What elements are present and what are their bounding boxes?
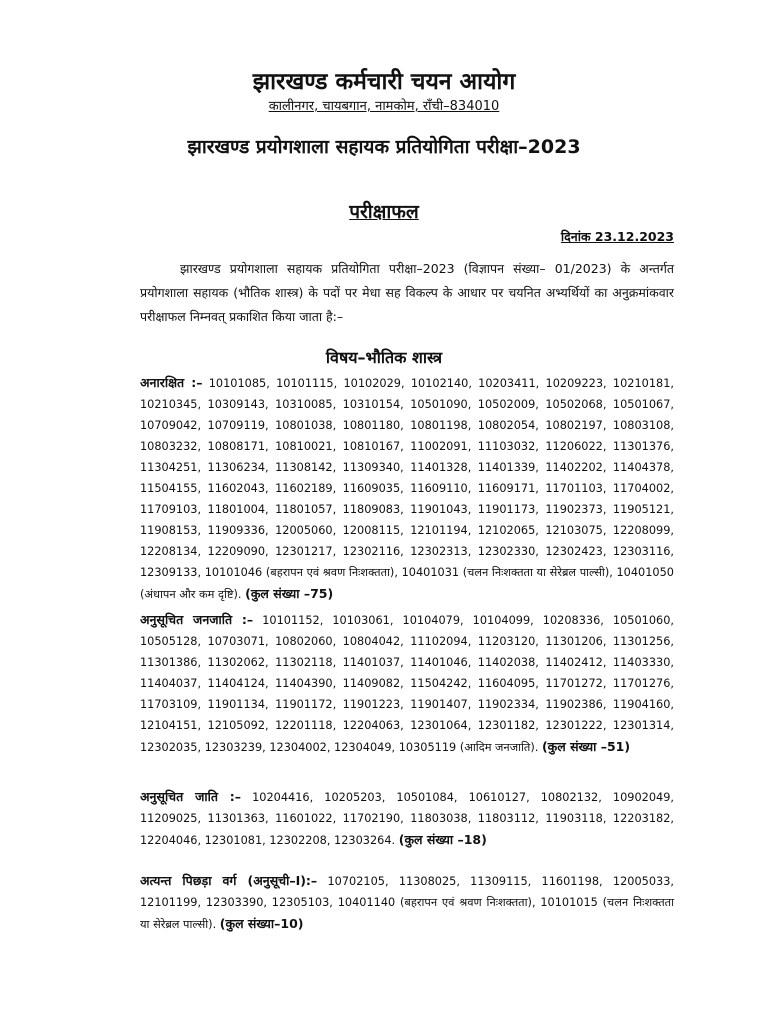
category-label: अत्यन्त पिछड़ा वर्ग (अनुसूची–I):– xyxy=(140,873,318,888)
exam-title: झारखण्ड प्रयोगशाला सहायक प्रतियोगिता परीक्षा–2023 xyxy=(187,136,581,158)
roll-numbers: 10101085, 10101115, 10102029, 10102140, 10203411, 10209223, 10210181, 10210345, 10309143, 10310085, 10310154, 10501090, 10502009, 10502068, 10501067, 10709042, 10709119, 10801038, 10801180, 10801198, 10802054, 10802197, 10803108, 10803232, 10808171, 10810021, 10810167, 11002091, 11103032, 11206022, 11301376, 11304251, 11306234, 11308142, 11309340, 11401328, 11401339, 11402202, 11404378, 11504155, 11602043, 11602189, 11609035, 11609110, 11609171, 11701103, 11704002, 11709103, 11801004, 11801057, 11809083, 11901043, 11901173, 11902373, 11905121, 11908153, 11909336, 12005060, 12008115, 12101194, 12102065, 12103075, 12208099, 12208134, 12209090, 12301217, 12302116, 12302313, 12302330, 12302423, 12303116, 12309133, 10101046 (बहरापन एवं श्रवण निःशक्तता), 10401031 (चलन निःशक्तता या सेरेब्रल पाल्सी), 10401050 (अंधापन और कम दृष्टि). xyxy=(140,377,675,601)
category-total: (कुल संख्या –18) xyxy=(398,832,487,847)
roll-numbers: 10702105, 11308025, 11309115, 11601198, 12005033, 12101199, 12303390, 12305103, 10401140 (बहरापन एवं श्रवण निःशक्तता), 10101015 (चलन निःशक्तता या सेरेब्रल पाल्सी). xyxy=(140,875,674,931)
roll-numbers: 10204416, 10205203, 10501084, 10610127, 10802132, 10902049, 11209025, 11301363, 11601022, 11702190, 11803038, 11803112, 11903118, 12203182, 12204046, 12301081, 12302208, 12303264. xyxy=(140,791,674,847)
category-extremely-backward xyxy=(140,870,674,935)
category-total: (कुल संख्या –75) xyxy=(245,586,334,601)
notice-date: दिनांक 23.12.2023 xyxy=(560,229,674,244)
category-scheduled-caste xyxy=(140,786,674,851)
category-total: (कुल संख्या –51) xyxy=(541,739,631,754)
result-title: परीक्षाफल xyxy=(349,201,419,223)
category-label: अनुसूचित जनजाति :– xyxy=(140,612,254,627)
intro-paragraph: झारखण्ड प्रयोगशाला सहायक प्रतियोगिता परीक्षा–2023 (विज्ञापन संख्या– 01/2023) के अन्तर्गत प्रयोगशाला सहायक (भौतिक शास्त्र) के पदों पर मेधा सह विकल्प के आधार पर चयनित अभ्यर्थियों का अनुक्रमांकवार परीक्षाफल निम्नवत् प्रकाशित किया जाता है:– xyxy=(140,261,674,324)
category-label: अनारक्षित :– xyxy=(140,375,203,390)
category-total: (कुल संख्या–10) xyxy=(219,916,304,931)
roll-numbers: 10101152, 10103061, 10104079, 10104099, 10208336, 10501060, 10505128, 10703071, 10802060, 10804042, 11102094, 11203120, 11301206, 11301256, 11301386, 11302062, 11302118, 11401037, 11401046, 11402038, 11402412, 11403330, 11404037, 11404124, 11404390, 11409082, 11504242, 11604095, 11701272, 11701276, 11703109, 11901134, 11901172, 11901223, 11901407, 11902334, 11902386, 11904160, 12104151, 12105092, 12201118, 12204063, 12301064, 12301182, 12301222, 12301314, 12302035, 12303239, 12304002, 12304049, 10305119 (आदिम जनजाति). xyxy=(140,614,674,754)
subject-heading: विषय–भौतिक शास्त्र xyxy=(325,348,443,367)
category-unreserved xyxy=(140,372,674,605)
category-label: अनुसूचित जाति :– xyxy=(140,789,242,804)
org-address: कालीनगर, चायबगान, नामकोम, राँची–834010 xyxy=(268,99,500,114)
org-name: झारखण्ड कर्मचारी चयन आयोग xyxy=(252,69,516,95)
category-scheduled-tribe xyxy=(140,609,674,758)
